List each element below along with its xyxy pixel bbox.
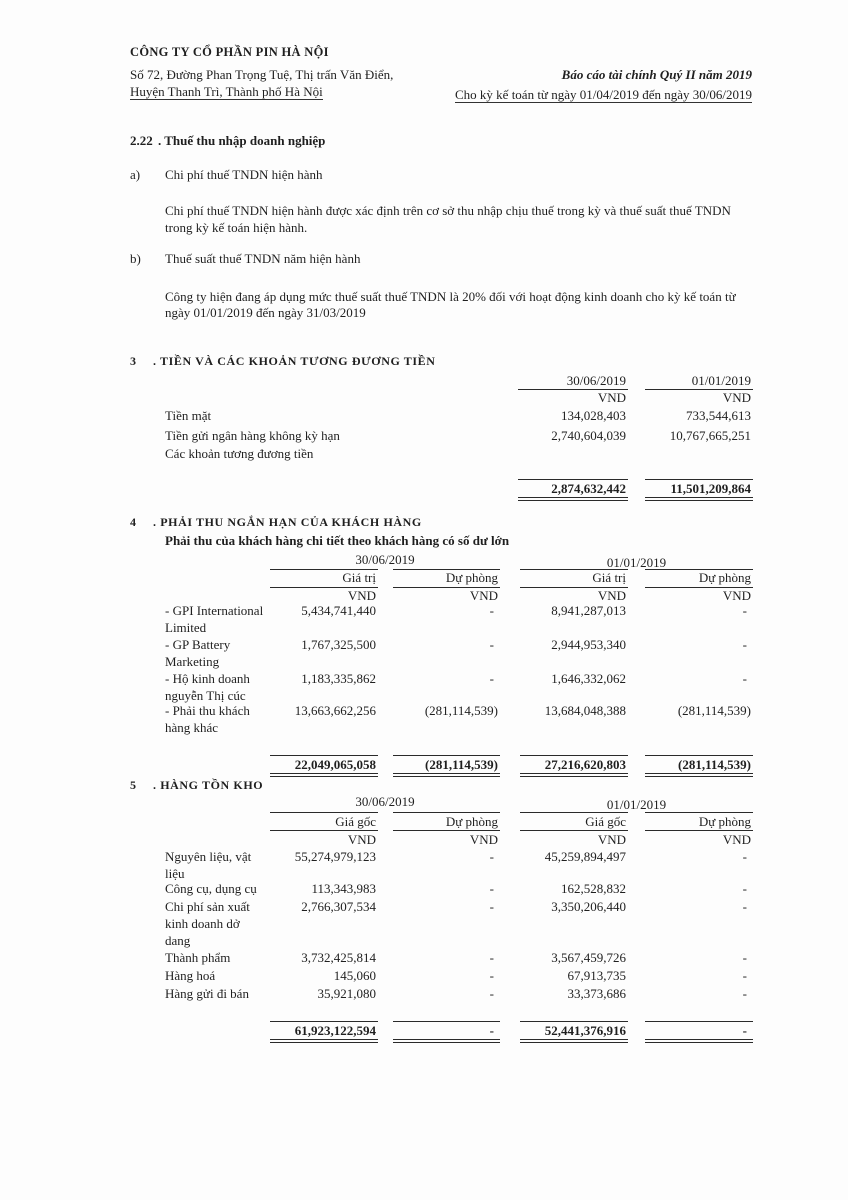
total-rule — [520, 755, 628, 756]
note-3-title: . TIỀN VÀ CÁC KHOẢN TƯƠNG ĐƯƠNG TIỀN — [153, 354, 436, 368]
header-rule — [393, 830, 500, 831]
double-rule — [270, 776, 378, 777]
subheader: Giá trị — [342, 570, 376, 585]
value-cell: 3,567,459,726 — [551, 950, 626, 965]
note-222-a-paragraph-line: trong kỳ kế toán hiện hành. — [165, 220, 308, 235]
value-cell: - — [742, 950, 747, 965]
receivable-row — [0, 603, 848, 635]
receivable-unit-row — [0, 588, 848, 604]
header-rule — [520, 830, 628, 831]
total-cell: 11,501,209,864 — [670, 481, 751, 496]
row-label: - Hộ kinh doanh — [165, 671, 250, 686]
value-cell: - — [742, 968, 747, 983]
value-cell: 67,913,735 — [567, 968, 626, 983]
subheader: Giá gốc — [585, 814, 626, 829]
row-label: kinh doanh dở — [165, 916, 240, 931]
note-222-a-title: Chi phí thuế TNDN hiện hành — [165, 167, 323, 182]
value-cell: 2,740,604,039 — [551, 428, 626, 443]
inventory-total-row — [0, 1023, 848, 1039]
company-address-line2: Huyện Thanh Trì, Thành phố Hà Nội — [130, 84, 323, 99]
value-cell: (281,114,539) — [677, 703, 751, 718]
inventory-row — [0, 986, 848, 1002]
header-rule — [645, 830, 753, 831]
subheader: Dự phòng — [445, 814, 498, 829]
value-cell: - — [489, 671, 494, 686]
unit-label: VND — [347, 588, 376, 603]
value-cell: 2,766,307,534 — [301, 899, 376, 914]
note-222-number: 2.22 — [130, 133, 153, 148]
double-rule — [645, 773, 753, 774]
row-label: Hàng gửi đi bán — [165, 986, 249, 1001]
value-cell: 55,274,979,123 — [294, 849, 376, 864]
value-cell: 5,434,741,440 — [301, 603, 376, 618]
unit-label: VND — [597, 390, 626, 405]
note-4-number: 4 — [130, 515, 137, 529]
note-222-a-marker: a) — [130, 167, 141, 182]
receivable-row — [0, 637, 848, 669]
total-cell: 22,049,065,058 — [294, 757, 376, 772]
value-cell: - — [489, 968, 494, 983]
note-3-number: 3 — [130, 354, 137, 368]
value-cell: - — [742, 637, 747, 652]
inventory-unit-row — [0, 832, 848, 848]
subheader: Giá gốc — [335, 814, 376, 829]
value-cell: - — [742, 849, 747, 864]
total-rule — [520, 1021, 628, 1022]
row-label: - Phải thu khách — [165, 703, 250, 718]
value-cell: 1,767,325,500 — [301, 637, 376, 652]
value-cell: 13,684,048,388 — [544, 703, 626, 718]
cash-total-row — [0, 481, 848, 497]
row-label: Hàng hoá — [165, 968, 216, 983]
total-cell: 61,923,122,594 — [294, 1023, 376, 1038]
period-header: 01/01/2019 — [606, 797, 667, 812]
period-header: 30/06/2019 — [355, 552, 415, 567]
double-rule — [270, 773, 378, 774]
value-cell: 10,767,665,251 — [669, 428, 751, 443]
double-rule — [393, 773, 500, 774]
row-label: - GP Battery — [165, 637, 231, 652]
row-label: Nguyên liệu, vật — [165, 849, 252, 864]
total-rule — [645, 755, 753, 756]
subheader: Giá trị — [592, 570, 626, 585]
note-222-title: . Thuế thu nhập doanh nghiệp — [158, 133, 326, 148]
value-cell: - — [489, 881, 494, 896]
double-rule — [270, 1039, 378, 1040]
cash-row — [0, 428, 848, 444]
total-rule — [518, 479, 628, 480]
cash-row — [0, 408, 848, 424]
value-cell: - — [742, 899, 747, 914]
header-rule — [270, 830, 378, 831]
value-cell: 1,646,332,062 — [551, 671, 626, 686]
row-label: Thành phẩm — [165, 950, 231, 965]
row-label: liệu — [165, 866, 185, 881]
double-rule — [520, 773, 628, 774]
double-rule — [520, 776, 628, 777]
row-label: - GPI International — [165, 603, 264, 618]
value-cell: 113,343,983 — [311, 881, 376, 896]
double-rule — [518, 500, 628, 501]
value-cell: 35,921,080 — [317, 986, 376, 1001]
total-cell: 27,216,620,803 — [544, 757, 626, 772]
double-rule — [518, 497, 628, 498]
row-label: Tiền gửi ngân hàng không kỳ hạn — [165, 428, 340, 443]
row-label: Các khoản tương đương tiền — [165, 446, 314, 461]
row-label: Công cụ, dụng cụ — [165, 881, 257, 896]
value-cell: - — [489, 986, 494, 1001]
value-cell: - — [489, 603, 494, 618]
value-cell: - — [489, 637, 494, 652]
inventory-row — [0, 968, 848, 984]
double-rule — [393, 1039, 500, 1040]
receivable-row — [0, 671, 848, 703]
value-cell: 45,259,894,497 — [544, 849, 626, 864]
inventory-row — [0, 849, 848, 881]
row-label: Limited — [165, 620, 207, 635]
unit-label: VND — [722, 588, 751, 603]
subheader: Dự phòng — [698, 570, 751, 585]
receivable-subheader-row — [0, 570, 848, 586]
total-rule — [270, 1021, 378, 1022]
total-rule — [393, 755, 500, 756]
double-rule — [393, 1042, 500, 1043]
row-label: Marketing — [165, 654, 220, 669]
unit-label: VND — [597, 588, 626, 603]
value-cell: 8,941,287,013 — [551, 603, 626, 618]
unit-label: VND — [469, 588, 498, 603]
total-rule — [645, 1021, 753, 1022]
total-cell: - — [742, 1023, 747, 1038]
value-cell: 33,373,686 — [567, 986, 626, 1001]
unit-label: VND — [597, 832, 626, 847]
double-rule — [645, 500, 753, 501]
total-rule — [270, 755, 378, 756]
double-rule — [645, 1039, 753, 1040]
note-4-subtitle: Phải thu của khách hàng chi tiết theo khách hàng có số dư lớn — [165, 533, 510, 548]
header-rule — [270, 812, 378, 813]
receivable-row — [0, 703, 848, 735]
column-date: 30/06/2019 — [566, 373, 626, 388]
total-cell: (281,114,539) — [678, 757, 751, 772]
subheader: Dự phòng — [445, 570, 498, 585]
value-cell: - — [489, 950, 494, 965]
note-222-b-title: Thuế suất thuế TNDN năm hiện hành — [165, 251, 361, 266]
report-period: Cho kỳ kế toán từ ngày 01/04/2019 đến ngày 30/06/2019 — [455, 87, 752, 102]
unit-label: VND — [347, 832, 376, 847]
value-cell: 162,528,832 — [561, 881, 626, 896]
period-header: 01/01/2019 — [606, 555, 667, 570]
cash-row — [0, 446, 848, 462]
subheader: Dự phòng — [698, 814, 751, 829]
note-4-title: . PHẢI THU NGẮN HẠN CỦA KHÁCH HÀNG — [153, 515, 422, 529]
header-rule — [393, 812, 500, 813]
cash-header-row — [0, 373, 848, 389]
double-rule — [645, 497, 753, 498]
company-name: CÔNG TY CỔ PHẦN PIN HÀ NỘI — [130, 45, 329, 59]
double-rule — [645, 1042, 753, 1043]
total-cell: (281,114,539) — [425, 757, 498, 772]
note-222-b-paragraph-line: ngày 01/01/2019 đến ngày 31/03/2019 — [165, 305, 366, 320]
value-cell: 1,183,335,862 — [301, 671, 376, 686]
value-cell: - — [742, 603, 747, 618]
report-title: Báo cáo tài chính Quý II năm 2019 — [561, 67, 752, 82]
double-rule — [270, 1042, 378, 1043]
unit-label: VND — [722, 832, 751, 847]
note-5-title: . HÀNG TỒN KHO — [153, 778, 264, 792]
double-rule — [645, 776, 753, 777]
unit-label: VND — [722, 390, 751, 405]
value-cell: - — [489, 849, 494, 864]
total-rule — [393, 1021, 500, 1022]
double-rule — [520, 1042, 628, 1043]
value-cell: 13,663,662,256 — [294, 703, 376, 718]
company-address-line1: Số 72, Đường Phan Trọng Tuệ, Thị trấn Văn Điển, — [130, 67, 394, 82]
row-label: Chi phí sản xuất — [165, 899, 250, 914]
cash-unit-row — [0, 390, 848, 406]
value-cell: (281,114,539) — [424, 703, 498, 718]
value-cell: 145,060 — [333, 968, 376, 983]
unit-label: VND — [469, 832, 498, 847]
row-label: hàng khác — [165, 720, 219, 735]
row-label: Tiền mặt — [165, 408, 212, 423]
note-222-b-marker: b) — [130, 251, 141, 266]
value-cell: - — [742, 671, 747, 686]
value-cell: 134,028,403 — [561, 408, 626, 423]
value-cell: - — [742, 881, 747, 896]
note-222-b-paragraph-line: Công ty hiện đang áp dụng mức thuế suất thuế TNDN là 20% đối với hoạt động kinh doanh cho kỳ kế toán từ — [165, 289, 736, 304]
header-rule — [645, 812, 753, 813]
value-cell: 3,350,206,440 — [551, 899, 626, 914]
column-date: 01/01/2019 — [691, 373, 751, 388]
period-header: 30/06/2019 — [355, 794, 415, 809]
total-cell: - — [489, 1023, 494, 1038]
receivable-total-row — [0, 757, 848, 773]
double-rule — [393, 776, 500, 777]
inventory-row — [0, 950, 848, 966]
value-cell: 2,944,953,340 — [551, 637, 626, 652]
note-5-number: 5 — [130, 778, 137, 792]
row-label: nguyễn Thị cúc — [165, 688, 246, 703]
inventory-subheader-row — [0, 814, 848, 830]
inventory-row — [0, 899, 848, 948]
value-cell: 3,732,425,814 — [301, 950, 376, 965]
total-cell: 52,441,376,916 — [544, 1023, 626, 1038]
value-cell: - — [742, 986, 747, 1001]
double-rule — [520, 1039, 628, 1040]
header-rule — [520, 812, 628, 813]
row-label: dang — [165, 933, 191, 948]
note-222-a-paragraph-line: Chi phí thuế TNDN hiện hành được xác định trên cơ sở thu nhập chịu thuế trong kỳ và thuế suất thuế TNDN — [165, 203, 731, 218]
value-cell: - — [489, 899, 494, 914]
total-cell: 2,874,632,442 — [551, 481, 626, 496]
value-cell: 733,544,613 — [686, 408, 751, 423]
total-rule — [645, 479, 753, 480]
inventory-row — [0, 881, 848, 897]
